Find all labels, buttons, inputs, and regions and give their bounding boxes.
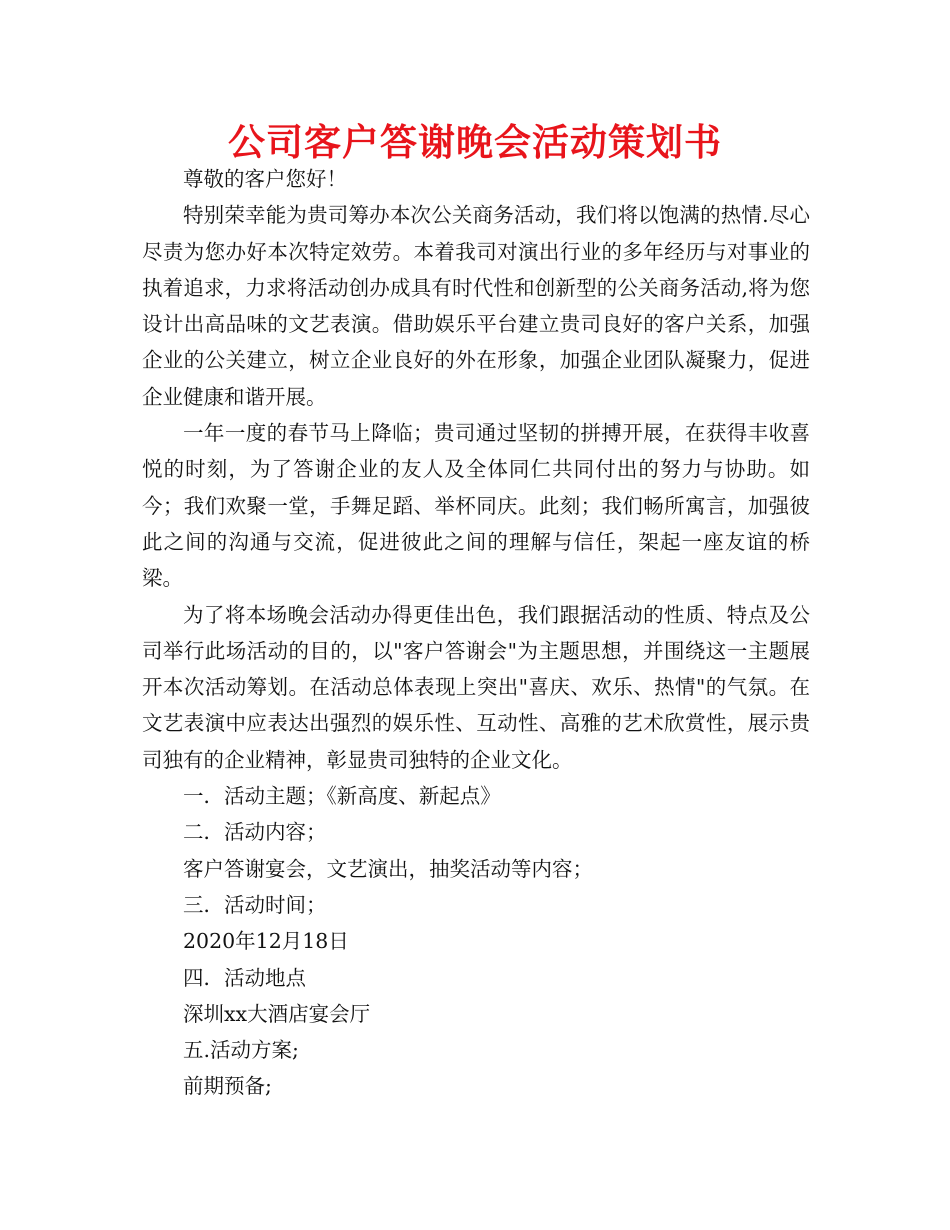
section-venue-value: 深圳xx大酒店宴会厅 [183, 1001, 371, 1026]
paragraph-intro: 特别荣幸能为贵司筹办本次公关商务活动，我们将以饱满的热情.尽心尽责为您办好本次特定效劳。本着我司对演出行业的多年经历与对事业的执着追求，力求将活动创办成具有时代性和创新型的公关商务活动,将为您设计出高品味的文艺表演。借助娱乐平台建立贵司良好的客户关系，加强企业的公关建立，树立企业良好的外在形象，加强企业团队凝聚力，促进企业健康和谐开展。 [142, 203, 810, 409]
section-time-heading: 三．活动时间； [183, 892, 327, 917]
section-content-heading: 二．活动内容； [183, 820, 327, 845]
paragraph-festival: 一年一度的春节马上降临；贵司通过坚韧的拼搏开展，在获得丰收喜悦的时刻，为了答谢企业的友人及全体同仁共同付出的努力与协助。如今；我们欢聚一堂，手舞足蹈、举杯同庆。此刻；我们畅所寓言，加强彼此之间的沟通与交流，促进彼此之间的理解与信任，架起一座友谊的桥梁。 [142, 421, 810, 591]
document-body [142, 161, 810, 1105]
section-content-value: 客户答谢宴会，文艺演出，抽奖活动等内容； [183, 856, 593, 881]
document-title: 公司客户答谢晚会活动策划书 [228, 121, 722, 164]
section-time-value: 2020年12月18日 [183, 929, 349, 954]
paragraph-theme: 为了将本场晚会活动办得更佳出色，我们跟据活动的性质、特点及公司举行此场活动的目的，以"客户答谢会"为主题思想，并围绕这一主题展开本次活动筹划。在活动总体表现上突出"喜庆、欢乐、热情"的气氛。在文艺表演中应表达出强烈的娱乐性、互动性、高雅的艺术欣赏性，展示贵司独有的企业精神，彰显贵司独特的企业文化。 [142, 602, 810, 772]
section-theme-heading: 一．活动主题；《新高度、新起点》 [183, 784, 501, 809]
section-plan-heading: 五.活动方案; [183, 1038, 299, 1063]
section-preparation-heading: 前期预备; [183, 1074, 272, 1099]
section-venue-heading: 四．活动地点 [183, 965, 306, 990]
greeting: 尊敬的客户您好！ [183, 167, 347, 191]
